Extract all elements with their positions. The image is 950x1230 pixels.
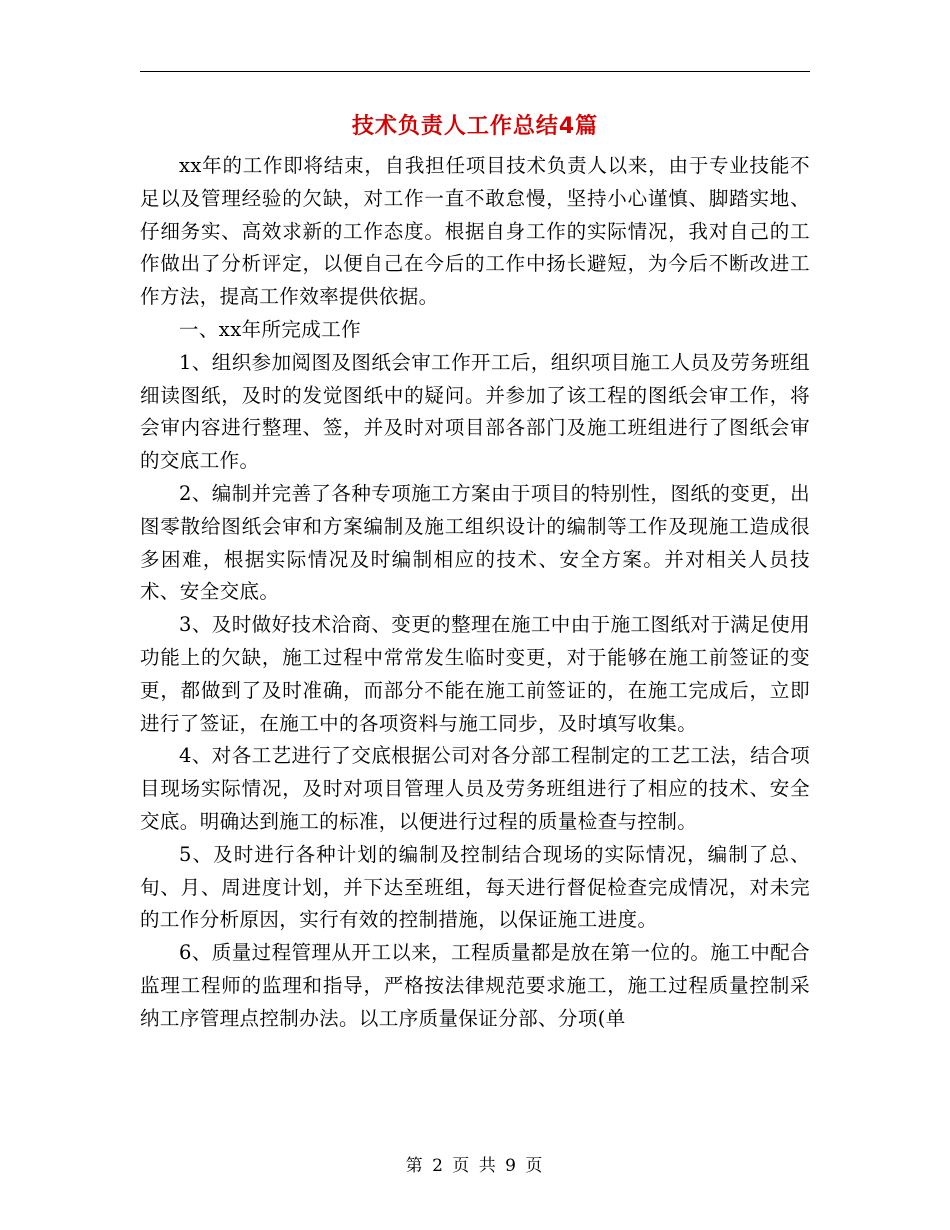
paragraph-item-2: 2、编制并完善了各种专项施工方案由于项目的特别性，图纸的变更，出图零散给图纸会审和方案编制及施工组织设计的编制等工作及现施工造成很多困难，根据实际情况及时编制相应的技术、安全方案。并对相关人员技术、安全交底。 [140,481,810,604]
document-title: 技术负责人工作总结4篇 [351,114,599,139]
header-rule [140,71,810,72]
page-number-footer: 第 2 页 共 9 页 [405,1156,545,1176]
paragraph-item-6: 6、质量过程管理从开工以来，工程质量都是放在第一位的。施工中配合监理工程师的监理和指导，严格按法律规范要求施工，施工过程质量控制采纳工序管理点控制办法。以工序质量保证分部、分项(单 [140,941,810,1030]
paragraph-item-4: 4、对各工艺进行了交底根据公司对各分部工程制定的工艺工法，结合项目现场实际情况，及时对项目管理人员及劳务班组进行了相应的技术、安全交底。明确达到施工的标准，以便进行过程的质量检查与控制。 [140,744,810,833]
paragraph-item-5: 5、及时进行各种计划的编制及控制结合现场的实际情况，编制了总、旬、月、周进度计划，并下达至班组，每天进行督促检查完成情况，对未完的工作分析原因，实行有效的控制措施，以保证施工进度。 [140,842,810,932]
paragraph-item-3: 3、及时做好技术洽商、变更的整理在施工中由于施工图纸对于满足使用功能上的欠缺，施工过程中常常发生临时变更，对于能够在施工前签证的变更，都做到了及时准确，而部分不能在施工前签证的，在施工完成后，立即进行了签证，在施工中的各项资料与施工同步，及时填写收集。 [140,613,810,735]
paragraph-item-1: 1、组织参加阅图及图纸会审工作开工后，组织项目施工人员及劳务班组细读图纸，及时的发觉图纸中的疑问。并参加了该工程的图纸会审工作，将会审内容进行整理、签，并及时对项目部各部门及施工班组进行了图纸会审的交底工作。 [140,350,810,473]
paragraph-intro: xx年的工作即将结束，自我担任项目技术负责人以来，由于专业技能不足以及管理经验的欠缺，对工作一直不敢怠慢，坚持小心谨慎、脚踏实地、仔细务实、高效求新的工作态度。根据自身工作的实际情况，我对自己的工作做出了分析评定，以便自己在今后的工作中扬长避短，为今后不断改进工作方法，提高工作效率提供依据。 [140,154,810,309]
document-body [140,150,810,1036]
section-heading: 一、xx年所完成工作 [179,317,361,341]
